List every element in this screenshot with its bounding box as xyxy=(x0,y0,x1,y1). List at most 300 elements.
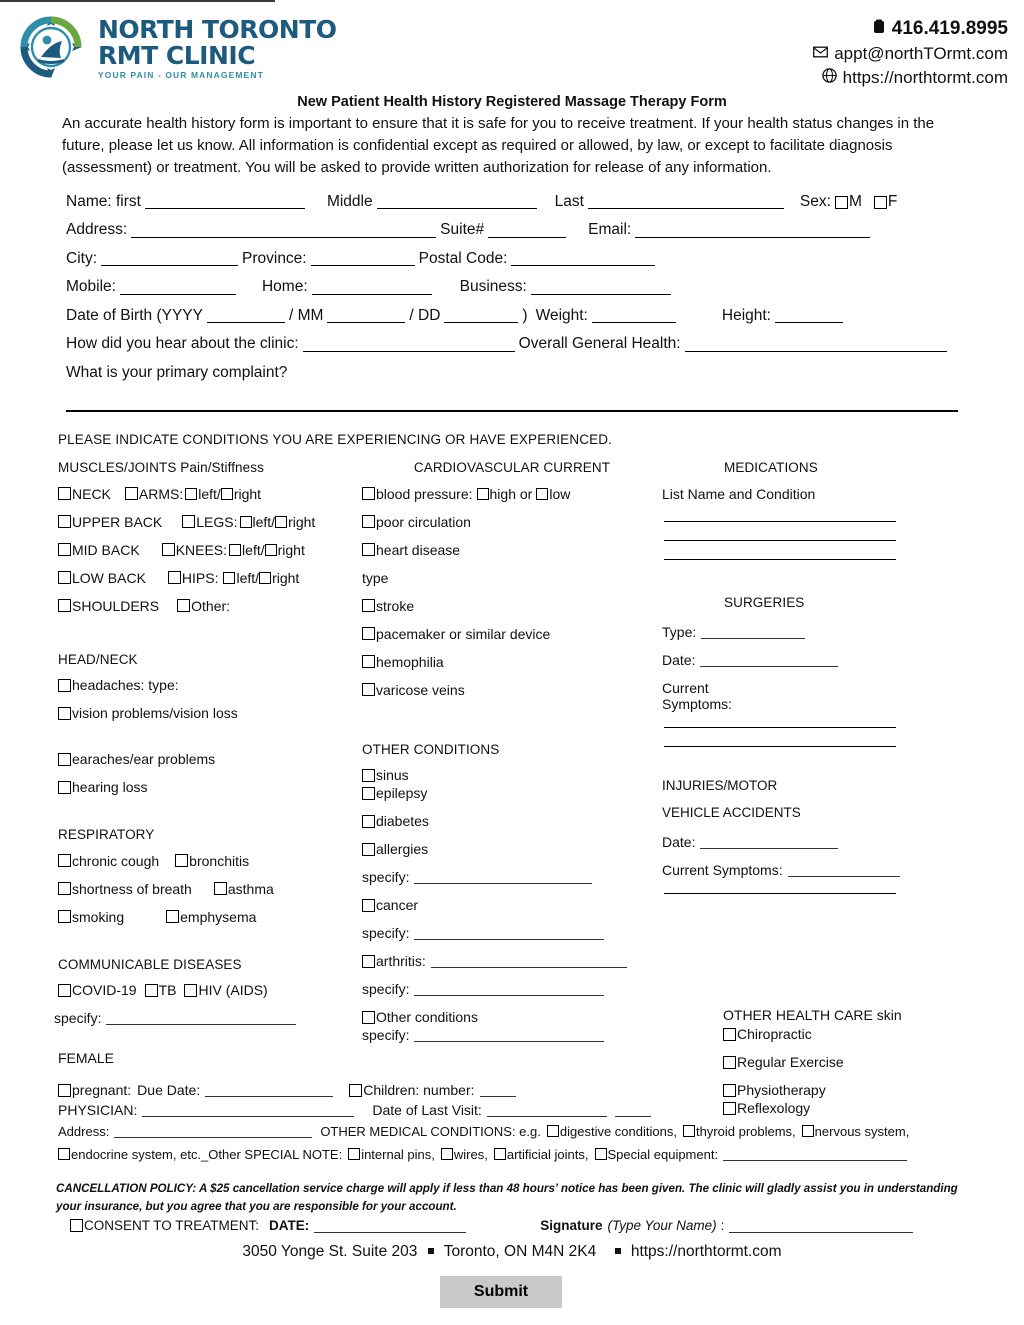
page-header xyxy=(0,0,1024,92)
checkbox-hips[interactable] xyxy=(168,571,181,584)
cardio-row-varicose-veins xyxy=(362,683,662,697)
other-conditions-specify-row xyxy=(362,1028,662,1042)
checkbox-blood-pressure[interactable] xyxy=(362,487,375,500)
label-legs-right: right xyxy=(288,513,316,530)
overall-health-input[interactable] xyxy=(685,337,947,352)
label-smoking: smoking xyxy=(72,908,125,925)
other-health-care-title: OTHER HEALTH CARE skin xyxy=(723,1007,902,1023)
checkbox-chronic-cough[interactable] xyxy=(58,854,71,867)
address-row xyxy=(66,222,1024,238)
injuries-date-input[interactable] xyxy=(700,835,838,849)
muscles-row-mid-back xyxy=(58,543,368,557)
spacer-muscles-headneck xyxy=(58,627,368,653)
label-chronic-cough: chronic cough xyxy=(72,852,160,869)
label-epilepsy: epilepsy xyxy=(376,785,428,802)
dob-month-label: / MM xyxy=(288,306,324,324)
checkbox-nervous-system[interactable] xyxy=(802,1125,814,1137)
province-input[interactable] xyxy=(311,251,415,266)
checkbox-low-back[interactable] xyxy=(58,571,71,584)
checkbox-artificial-joints[interactable] xyxy=(494,1148,506,1160)
label-varicose-veins: varicose veins xyxy=(376,681,465,698)
checkbox-legs-left[interactable] xyxy=(240,516,252,528)
checkbox-wires[interactable] xyxy=(441,1148,453,1160)
first-name-input[interactable] xyxy=(145,194,305,209)
label-wires: wires, xyxy=(453,1146,488,1162)
label-consent-date: DATE: xyxy=(269,1218,310,1233)
checkbox-pacemaker[interactable] xyxy=(362,627,375,640)
spacer-medications-surgeries xyxy=(662,578,1002,596)
label-hips: HIPS: xyxy=(181,569,219,586)
muscles-row-shoulders xyxy=(58,599,368,613)
other-medical-conditions-section xyxy=(58,1124,968,1170)
checkbox-earaches[interactable] xyxy=(58,753,71,766)
label-reflexology: Reflexology xyxy=(737,1100,811,1116)
label-emphysema: emphysema xyxy=(180,908,257,925)
muscles-joints-title: MUSCLES/JOINTS Pain/Stiffness xyxy=(58,460,264,476)
checkbox-hemophilia[interactable] xyxy=(362,655,375,668)
label-communicable-specify: specify: xyxy=(54,1010,102,1027)
checkbox-knees[interactable] xyxy=(162,543,175,556)
medications-line-3[interactable] xyxy=(664,559,896,560)
checkbox-asthma[interactable] xyxy=(214,882,227,895)
label-bp-high: high or xyxy=(489,485,533,502)
clinic-logo xyxy=(14,10,337,84)
checkbox-arthritis[interactable] xyxy=(362,955,375,968)
label-special-equipment: Special equipment: xyxy=(607,1146,719,1162)
spacer-respiratory-communicable xyxy=(58,938,368,958)
logo-tagline: YOUR PAIN - OUR MANAGEMENT xyxy=(98,69,264,80)
other-row-other-conditions xyxy=(362,1010,662,1024)
label-internal-pins: internal pins, xyxy=(361,1146,435,1162)
checkbox-mid-back[interactable] xyxy=(58,543,71,556)
label-surgery-symptoms: Symptoms: xyxy=(662,696,733,713)
ohc-row-physiotherapy xyxy=(723,1083,1013,1097)
postal-code-label: Postal Code: xyxy=(418,249,508,267)
surgery-date-input[interactable] xyxy=(700,653,838,667)
dob-day-input[interactable] xyxy=(444,308,518,323)
label-shoulders: SHOULDERS xyxy=(72,597,160,614)
label-heart-type: type xyxy=(362,569,389,586)
children-number-input[interactable] xyxy=(480,1083,516,1097)
label-hemophilia: hemophilia xyxy=(376,653,444,670)
signature-input[interactable] xyxy=(729,1219,913,1233)
label-vision-problems: vision problems/vision loss xyxy=(72,705,238,722)
page-footer xyxy=(0,1243,1024,1261)
other-row-arthritis xyxy=(362,954,662,968)
checkbox-chiropractic[interactable] xyxy=(723,1028,736,1041)
label-last-visit: Date of Last Visit: xyxy=(372,1102,482,1118)
last-visit-input-ext[interactable] xyxy=(615,1103,651,1117)
email-label: Email: xyxy=(588,221,632,239)
muscles-row-upper-back xyxy=(58,515,368,529)
sex-male-label: M xyxy=(848,192,862,210)
complaint-row xyxy=(66,365,1024,381)
label-other-conditions-specify: specify: xyxy=(362,1027,410,1044)
globe-icon xyxy=(822,68,837,87)
other-conditions-specify-input[interactable] xyxy=(414,1028,604,1042)
sex-female-checkbox[interactable] xyxy=(874,196,887,209)
label-pregnant: pregnant: xyxy=(72,1082,132,1098)
home-label: Home: xyxy=(261,278,308,296)
checkbox-upper-back[interactable] xyxy=(58,515,71,528)
address-label: Address: xyxy=(66,221,128,239)
checkbox-arms[interactable] xyxy=(125,487,138,500)
label-hearing-loss: hearing loss xyxy=(72,779,148,796)
communicable-specify-input[interactable] xyxy=(106,1011,296,1025)
other-row-diabetes xyxy=(362,814,662,828)
hear-about-label: How did you hear about the clinic: xyxy=(66,335,299,353)
business-input[interactable] xyxy=(531,280,671,295)
label-sinus: sinus xyxy=(376,767,409,784)
label-knees: KNEES: xyxy=(175,541,228,558)
last-name-label: Last xyxy=(554,192,584,210)
envelope-icon xyxy=(813,46,828,62)
checkbox-headaches[interactable] xyxy=(58,679,71,692)
female-pregnant-row xyxy=(58,1082,758,1098)
checkbox-shortness-of-breath[interactable] xyxy=(58,882,71,895)
arthritis-specify-input[interactable] xyxy=(414,982,604,996)
communicable-title: COMMUNICABLE DISEASES xyxy=(58,956,242,972)
label-diabetes: diabetes xyxy=(376,813,429,830)
suite-input[interactable] xyxy=(488,223,566,238)
referral-row xyxy=(66,336,1024,352)
label-consent-to-treatment: CONSENT TO TREATMENT: xyxy=(84,1218,260,1233)
communicable-row xyxy=(58,983,368,997)
label-cancer-specify: specify: xyxy=(362,925,410,942)
conditions-column-middle xyxy=(362,461,662,1056)
height-input[interactable] xyxy=(775,308,843,323)
footer-separator-1 xyxy=(428,1248,434,1254)
checkbox-neck[interactable] xyxy=(58,487,71,500)
weight-input[interactable] xyxy=(592,308,676,323)
hear-about-input[interactable] xyxy=(303,337,515,352)
label-injuries-symptoms: Current Symptoms: xyxy=(662,862,783,879)
medications-line-1[interactable] xyxy=(664,521,896,522)
checkbox-emphysema[interactable] xyxy=(166,910,179,923)
label-stroke: stroke xyxy=(376,597,415,614)
label-pacemaker: pacemaker or similar device xyxy=(376,625,551,642)
other-row-allergies xyxy=(362,842,662,856)
height-label: Height: xyxy=(721,306,771,324)
checkbox-children[interactable] xyxy=(349,1084,362,1097)
surgery-date-row xyxy=(662,653,1002,667)
label-bronchitis: bronchitis xyxy=(189,852,250,869)
intro-paragraph: An accurate health history form is important to ensure that it is safe for you to receive treatment. If your health status changes in the future, please let us know. All information is confidential except as required or allowed, by law, or except to facilitate diagnosis (assessment) or treatment. You will be asked to provide written authorization for release of any information. xyxy=(62,115,935,177)
ohc-row-regular-exercise xyxy=(723,1055,1013,1069)
label-blood-pressure: blood pressure: xyxy=(376,485,473,502)
label-muscles-other: Other: xyxy=(191,597,231,614)
middle-name-label: Middle xyxy=(326,192,373,210)
arthritis-specify-row xyxy=(362,982,662,996)
female-physician-row xyxy=(58,1102,758,1118)
other-health-care-section xyxy=(723,1008,1013,1119)
sex-male-checkbox[interactable] xyxy=(835,196,848,209)
province-label: Province: xyxy=(242,249,307,267)
business-label: Business: xyxy=(459,278,527,296)
bottom-address-input[interactable] xyxy=(114,1124,312,1138)
header-rule xyxy=(0,0,275,2)
checkbox-smoking[interactable] xyxy=(58,910,71,923)
label-bp-low: low xyxy=(549,485,571,502)
respiratory-row-2 xyxy=(58,882,368,896)
page-title: New Patient Health History Registered Massage Therapy Form xyxy=(297,94,727,110)
clinic-logo-text xyxy=(98,15,337,80)
home-input[interactable] xyxy=(312,280,432,295)
muscles-row-low-back xyxy=(58,571,368,585)
label-asthma: asthma xyxy=(227,880,274,897)
allergies-specify-row xyxy=(362,870,662,884)
dob-month-input[interactable] xyxy=(327,308,405,323)
label-arthritis-specify: specify: xyxy=(362,981,410,998)
city-row xyxy=(66,251,1024,267)
headneck-row-vision xyxy=(58,706,368,720)
cardio-row-blood-pressure xyxy=(362,487,662,501)
label-hips-left: left/ xyxy=(236,569,260,586)
label-regular-exercise: Regular Exercise xyxy=(737,1054,844,1070)
headneck-row-hearing-loss xyxy=(58,780,368,794)
checkbox-poor-circulation[interactable] xyxy=(362,515,375,528)
checkbox-varicose-veins[interactable] xyxy=(362,683,375,696)
checkbox-muscles-other[interactable] xyxy=(177,599,190,612)
label-endocrine: endocrine system, etc._Other SPECIAL NOTE: xyxy=(71,1146,343,1162)
checkbox-internal-pins[interactable] xyxy=(348,1148,360,1160)
surgery-type-input[interactable] xyxy=(701,625,805,639)
cardiovascular-title: CARDIOVASCULAR CURRENT xyxy=(413,460,611,476)
label-neck: NECK xyxy=(72,485,111,502)
label-heart-disease: heart disease xyxy=(376,541,461,558)
checkbox-epilepsy[interactable] xyxy=(362,787,375,800)
allergies-specify-input[interactable] xyxy=(414,870,592,884)
checkbox-heart-disease[interactable] xyxy=(362,543,375,556)
label-surgery-current: Current xyxy=(662,680,709,697)
label-mid-back: MID BACK xyxy=(72,541,140,558)
label-other-conditions: Other conditions xyxy=(376,1009,478,1026)
respiratory-title: RESPIRATORY xyxy=(58,827,155,843)
cardio-row-poor-circulation xyxy=(362,515,662,529)
postal-code-input[interactable] xyxy=(511,251,655,266)
city-label: City: xyxy=(66,249,97,267)
label-arms: ARMS: xyxy=(138,485,184,502)
overall-health-label: Overall General Health: xyxy=(518,335,681,353)
respiratory-row-1 xyxy=(58,854,368,868)
injuries-symptoms-input[interactable] xyxy=(788,863,900,877)
label-signature-hint: (Type Your Name) xyxy=(607,1218,717,1233)
label-thyroid: thyroid problems, xyxy=(695,1123,796,1139)
patient-info-section xyxy=(66,194,1024,381)
checkbox-other-conditions[interactable] xyxy=(362,1011,375,1024)
dob-row xyxy=(66,308,1024,324)
checkbox-cancer[interactable] xyxy=(362,899,375,912)
label-due-date: Due Date: xyxy=(137,1082,201,1098)
label-legs: LEGS: xyxy=(196,513,238,530)
last-visit-input[interactable] xyxy=(487,1103,607,1117)
checkbox-bronchitis[interactable] xyxy=(175,854,188,867)
checkbox-hips-right[interactable] xyxy=(259,572,271,584)
cardio-row-heart-disease xyxy=(362,543,662,557)
checkbox-allergies[interactable] xyxy=(362,843,375,856)
communicable-specify-row xyxy=(54,1011,368,1025)
surgery-current-row xyxy=(662,681,1002,695)
checkbox-consent-to-treatment[interactable] xyxy=(70,1219,83,1232)
conditions-instruction: PLEASE INDICATE CONDITIONS YOU ARE EXPERIENCING OR HAVE EXPERIENCED. xyxy=(58,432,613,448)
footer-separator-2 xyxy=(615,1248,621,1254)
label-other-medical: OTHER MEDICAL CONDITIONS: e.g. xyxy=(320,1123,541,1139)
logo-line-2: RMT CLINIC xyxy=(98,40,256,70)
cardio-row-stroke xyxy=(362,599,662,613)
checkbox-pregnant[interactable] xyxy=(58,1084,71,1097)
label-upper-back: UPPER BACK xyxy=(72,513,163,530)
cardio-row-type xyxy=(362,571,662,585)
mobile-label: Mobile: xyxy=(66,278,116,296)
medications-subtitle: List Name and Condition xyxy=(662,485,816,502)
checkbox-sinus[interactable] xyxy=(362,769,375,782)
checkbox-arms-right[interactable] xyxy=(221,488,233,500)
checkbox-vision-problems[interactable] xyxy=(58,707,71,720)
checkbox-digestive[interactable] xyxy=(547,1125,559,1137)
label-arthritis: arthritis: xyxy=(376,953,426,970)
cancer-specify-row xyxy=(362,926,662,940)
checkbox-bp-high[interactable] xyxy=(477,488,489,500)
label-cancer: cancer xyxy=(376,897,419,914)
checkbox-diabetes[interactable] xyxy=(362,815,375,828)
bottom-row-2 xyxy=(58,1147,968,1161)
injuries-title-row-2 xyxy=(662,806,1002,820)
spacer-cardio-other xyxy=(362,711,662,743)
other-row-cancer xyxy=(362,898,662,912)
checkbox-tb[interactable] xyxy=(145,984,158,997)
checkbox-covid-19[interactable] xyxy=(58,984,71,997)
last-name-input[interactable] xyxy=(588,194,784,209)
cardio-row-pacemaker xyxy=(362,627,662,641)
spacer-headneck-ears xyxy=(58,734,368,752)
other-row-epilepsy xyxy=(362,786,662,800)
checkbox-knees-left[interactable] xyxy=(229,544,241,556)
first-name-label: Name: first xyxy=(66,192,141,210)
bottom-row-1 xyxy=(58,1124,968,1138)
label-children: Children: number: xyxy=(363,1082,475,1098)
headneck-row-earaches xyxy=(58,752,368,766)
dob-close-paren: ) xyxy=(522,306,528,324)
label-chiropractic: Chiropractic xyxy=(737,1026,812,1042)
physician-input[interactable] xyxy=(142,1103,354,1117)
checkbox-shoulders[interactable] xyxy=(58,599,71,612)
middle-name-input[interactable] xyxy=(377,194,537,209)
spacer-surgeries-injuries xyxy=(662,765,1002,779)
headneck-row-headaches xyxy=(58,678,368,692)
sex-label: Sex: xyxy=(799,192,831,210)
weight-label: Weight: xyxy=(535,306,588,324)
clinic-contact-block xyxy=(813,16,1008,89)
surgery-symptoms-line-2[interactable] xyxy=(664,746,896,747)
headneck-title: HEAD/NECK xyxy=(58,651,138,667)
checkbox-stroke[interactable] xyxy=(362,599,375,612)
label-legs-left: left/ xyxy=(252,513,276,530)
cancellation-policy: CANCELLATION POLICY: A $25 cancellation service charge will apply if less than 48 hours’ notice has been given. The clinic will gladly assist you in understanding your insurance, but you agree that you are responsible for your account. xyxy=(56,1182,958,1213)
label-physiotherapy: Physiotherapy xyxy=(737,1082,826,1098)
label-shortness-of-breath: shortness of breath xyxy=(72,880,192,897)
label-knees-left: left/ xyxy=(242,541,265,558)
label-physician: PHYSICIAN: xyxy=(58,1102,138,1118)
label-covid-19: COVID-19 xyxy=(72,982,137,999)
muscles-row-neck xyxy=(58,487,368,501)
other-conditions-title: OTHER CONDITIONS xyxy=(362,741,500,757)
checkbox-hips-left[interactable] xyxy=(223,572,235,584)
logo-line-1: NORTH TORONTO xyxy=(98,14,337,44)
footer-city: Toronto, ON M4N 2K4 xyxy=(443,1243,597,1260)
arthritis-input[interactable] xyxy=(431,954,627,968)
mobile-input[interactable] xyxy=(120,280,236,295)
primary-complaint-input[interactable] xyxy=(66,410,958,412)
dob-year-input[interactable] xyxy=(207,308,285,323)
dob-label: Date of Birth (YYYY xyxy=(66,306,203,324)
checkbox-knees-right[interactable] xyxy=(265,544,277,556)
checkbox-legs-right[interactable] xyxy=(275,516,287,528)
compass-logo-icon xyxy=(14,10,88,84)
checkbox-legs[interactable] xyxy=(182,515,195,528)
footer-address: 3050 Yonge St. Suite 203 xyxy=(242,1243,418,1260)
other-row-sinus xyxy=(362,768,662,782)
injuries-title-line-1: INJURIES/MOTOR xyxy=(662,778,778,794)
ohc-row-chiropractic xyxy=(723,1027,1013,1041)
contact-website[interactable]: https://northtormt.com xyxy=(842,67,1008,87)
label-earaches: earaches/ear problems xyxy=(72,751,216,768)
telephone-icon xyxy=(872,19,886,39)
email-input[interactable] xyxy=(635,223,870,238)
label-injuries-date: Date: xyxy=(662,834,696,851)
injuries-date-row xyxy=(662,835,1002,849)
label-signature-colon: : xyxy=(720,1218,725,1233)
female-section xyxy=(58,1050,758,1132)
contact-phone[interactable]: 416.419.8995 xyxy=(891,18,1008,39)
primary-complaint-label: What is your primary complaint? xyxy=(66,363,288,381)
injuries-symptoms-line[interactable] xyxy=(664,893,896,894)
name-row xyxy=(66,194,1024,210)
ohc-row-reflexology xyxy=(723,1101,1013,1115)
submit-button[interactable]: Submit xyxy=(440,1276,562,1308)
surgery-type-row xyxy=(662,625,1002,639)
due-date-input[interactable] xyxy=(205,1083,333,1097)
injuries-title-line-2: VEHICLE ACCIDENTS xyxy=(662,804,801,820)
cancer-specify-input[interactable] xyxy=(414,926,604,940)
footer-website[interactable]: https://northtormt.com xyxy=(630,1243,782,1260)
label-low-back: LOW BACK xyxy=(72,569,146,586)
conditions-column-left xyxy=(54,460,368,1039)
checkbox-arms-left[interactable] xyxy=(185,488,197,500)
checkbox-thyroid[interactable] xyxy=(683,1125,695,1137)
checkbox-bp-low[interactable] xyxy=(536,488,548,500)
contact-website-row xyxy=(813,66,1008,89)
label-arms-right: right xyxy=(233,485,262,502)
checkbox-hearing-loss[interactable] xyxy=(58,781,71,794)
city-input[interactable] xyxy=(101,251,238,266)
label-arms-left: left/ xyxy=(198,485,221,502)
label-digestive: digestive conditions, xyxy=(559,1123,677,1139)
special-equipment-input[interactable] xyxy=(723,1147,907,1161)
checkbox-special-equipment[interactable] xyxy=(595,1148,607,1160)
checkbox-endocrine[interactable] xyxy=(58,1148,70,1160)
contact-email[interactable]: appt@northTOrmt.com xyxy=(834,44,1008,64)
surgery-symptoms-line-1[interactable] xyxy=(664,727,896,728)
label-surgery-type: Type: xyxy=(662,624,697,641)
medications-line-2[interactable] xyxy=(664,540,896,541)
address-input[interactable] xyxy=(131,223,436,238)
label-headaches: headaches: type: xyxy=(72,677,179,694)
checkbox-hiv[interactable] xyxy=(184,984,197,997)
consent-date-input[interactable] xyxy=(314,1219,466,1233)
label-signature: Signature xyxy=(540,1218,603,1233)
surgeries-title: SURGERIES xyxy=(724,594,805,610)
label-poor-circulation: poor circulation xyxy=(376,513,471,530)
